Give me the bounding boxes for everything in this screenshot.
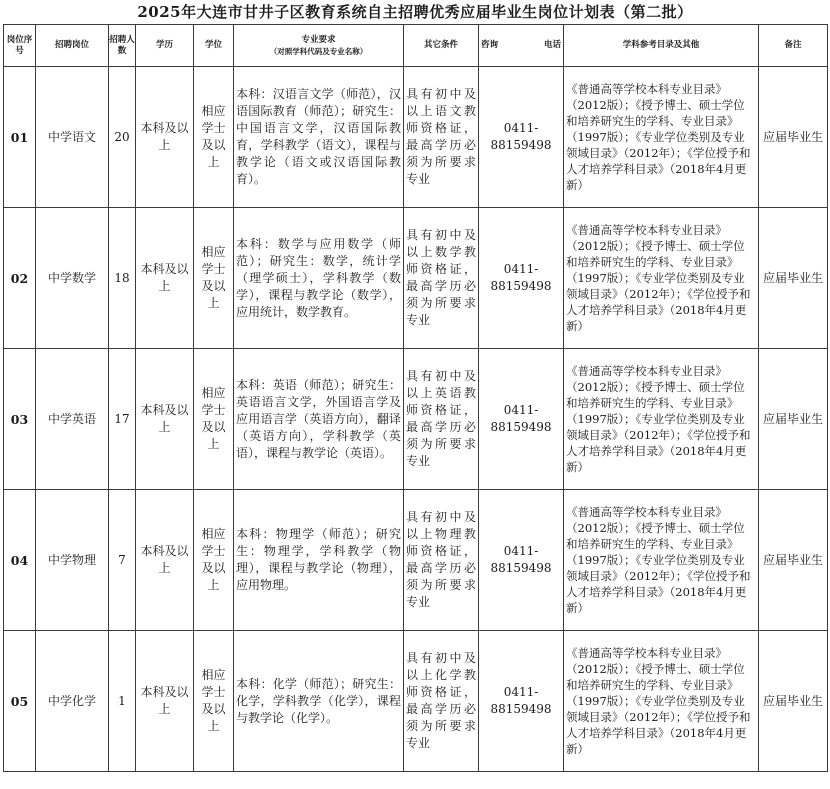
cell-major: 本科：汉语言文学（师范），汉语国际教育（师范）；研究生：中国语言文学，汉语国际教育，学科教学（语文），课程与教学论（语文或汉语国际教育）。: [234, 67, 404, 208]
cell-phone: 0411-88159498: [479, 631, 564, 772]
cell-remark: 应届毕业生: [759, 349, 828, 490]
cell-phone: 0411-88159498: [479, 208, 564, 349]
cell-other: 具有初中及以上物理教师资格证，最高学历必须为所要求专业: [404, 490, 479, 631]
header-reference: 学科参考目录及其他: [564, 25, 759, 67]
header-contact: [479, 25, 564, 67]
cell-major: 本科：化学（师范）；研究生：化学，学科教学（化学），课程与教学论（化学）。: [234, 631, 404, 772]
header-degree: 学位: [194, 25, 234, 67]
cell-major: 本科：数学与应用数学（师范）；研究生：数学，统计学（理学硕士），学科教学（数学），课程与教学论（数学），应用统计，数学教育。: [234, 208, 404, 349]
cell-degree: 相应学士及以上: [194, 490, 234, 631]
cell-major: 本科：物理学（师范）；研究生：物理学，学科教学（物理），课程与教学论（物理），应用物理。: [234, 490, 404, 631]
cell-education: 本科及以上: [136, 349, 194, 490]
cell-education: 本科及以上: [136, 208, 194, 349]
cell-post: 中学语文: [36, 67, 109, 208]
table-row: [4, 490, 828, 631]
cell-reference: 《普通高等学校本科专业目录》（2012版）；《授予博士、硕士学位和培养研究生的学科、专业目录》（1997版）；《专业学位类别及专业领域目录》（2012年）；《学位授予和人才培养学科目录》（2018年4月更新）: [564, 208, 759, 349]
cell-other: 具有初中及以上英语教师资格证，最高学历必须为所要求专业: [404, 349, 479, 490]
cell-education: 本科及以上: [136, 631, 194, 772]
cell-other: 具有初中及以上数学教师资格证，最高学历必须为所要求专业: [404, 208, 479, 349]
cell-post: 中学英语: [36, 349, 109, 490]
cell-reference: 《普通高等学校本科专业目录》（2012版）；《授予博士、硕士学位和培养研究生的学科、专业目录》（1997版）；《专业学位类别及专业领域目录》（2012年）；《学位授予和人才培养学科目录》（2018年4月更新）: [564, 631, 759, 772]
header-post-no: 岗位序号: [4, 25, 36, 67]
header-major-subtitle: （对照学科代码及专业名称）: [269, 46, 368, 56]
cell-education: 本科及以上: [136, 490, 194, 631]
table-row: [4, 67, 828, 208]
header-consult: 咨询: [481, 40, 499, 50]
cell-degree: 相应学士及以上: [194, 349, 234, 490]
cell-post-no: 04: [4, 490, 36, 631]
cell-other: 具有初中及以上语文教师资格证，最高学历必须为所要求专业: [404, 67, 479, 208]
cell-remark: 应届毕业生: [759, 208, 828, 349]
cell-major: 本科：英语（师范）；研究生：英语语言文学，外国语言学及应用语言学（英语方向），翻译（英语方向），学科教学（英语），课程与教学论（英语）。: [234, 349, 404, 490]
cell-remark: 应届毕业生: [759, 67, 828, 208]
header-row: [4, 25, 828, 67]
cell-count: 17: [109, 349, 136, 490]
cell-degree: 相应学士及以上: [194, 631, 234, 772]
cell-count: 18: [109, 208, 136, 349]
header-other: 其它条件: [404, 25, 479, 67]
cell-post-no: 01: [4, 67, 36, 208]
cell-post-no: 02: [4, 208, 36, 349]
table-row: [4, 208, 828, 349]
cell-post-no: 03: [4, 349, 36, 490]
cell-other: 具有初中及以上化学教师资格证，最高学历必须为所要求专业: [404, 631, 479, 772]
cell-count: 7: [109, 490, 136, 631]
cell-reference: 《普通高等学校本科专业目录》（2012版）；《授予博士、硕士学位和培养研究生的学科、专业目录》（1997版）；《专业学位类别及专业领域目录》（2012年）；《学位授予和人才培养学科目录》（2018年4月更新）: [564, 67, 759, 208]
cell-post-no: 05: [4, 631, 36, 772]
cell-phone: 0411-88159498: [479, 490, 564, 631]
header-major: [234, 25, 404, 67]
cell-count: 20: [109, 67, 136, 208]
cell-degree: 相应学士及以上: [194, 208, 234, 349]
header-post: 招聘岗位: [36, 25, 109, 67]
header-phone: 电话: [543, 40, 561, 50]
header-count: 招聘人数: [109, 25, 136, 67]
cell-education: 本科及以上: [136, 67, 194, 208]
cell-degree: 相应学士及以上: [194, 67, 234, 208]
job-plan-table: [3, 24, 828, 772]
table-row: [4, 349, 828, 490]
cell-phone: 0411-88159498: [479, 349, 564, 490]
cell-post: 中学数学: [36, 208, 109, 349]
header-major-title: 专业要求: [301, 34, 336, 45]
cell-phone: 0411-88159498: [479, 67, 564, 208]
cell-remark: 应届毕业生: [759, 631, 828, 772]
header-education: 学历: [136, 25, 194, 67]
cell-post: 中学物理: [36, 490, 109, 631]
cell-reference: 《普通高等学校本科专业目录》（2012版）；《授予博士、硕士学位和培养研究生的学科、专业目录》（1997版）；《专业学位类别及专业领域目录》（2012年）；《学位授予和人才培养学科目录》（2018年4月更新）: [564, 349, 759, 490]
cell-remark: 应届毕业生: [759, 490, 828, 631]
cell-post: 中学化学: [36, 631, 109, 772]
cell-reference: 《普通高等学校本科专业目录》（2012版）；《授予博士、硕士学位和培养研究生的学科、专业目录》（1997版）；《专业学位类别及专业领域目录》（2012年）；《学位授予和人才培养学科目录》（2018年4月更新）: [564, 490, 759, 631]
table-row: [4, 631, 828, 772]
cell-count: 1: [109, 631, 136, 772]
header-remark: 备注: [759, 25, 828, 67]
page-title: 2025年大连市甘井子区教育系统自主招聘优秀应届毕业生岗位计划表（第二批）: [137, 3, 693, 21]
